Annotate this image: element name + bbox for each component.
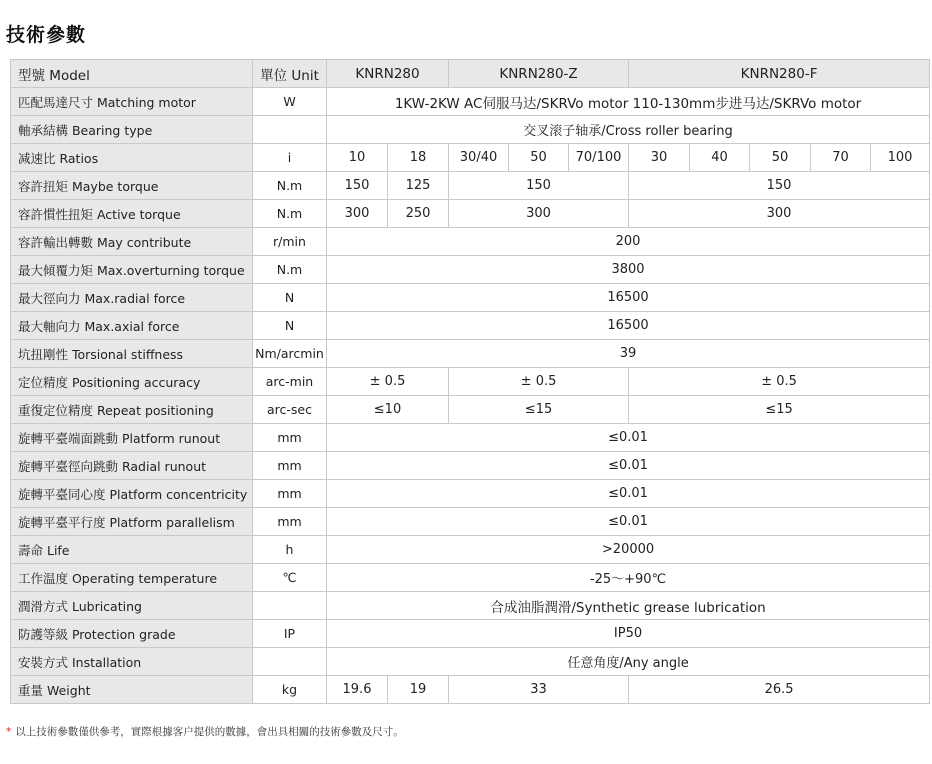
- row-label: 匹配馬達尺寸 Matching motor: [11, 88, 253, 116]
- cell-value: 10: [327, 144, 388, 172]
- model-knrn280-z: KNRN280-Z: [449, 60, 629, 88]
- row-unit: arc-min: [253, 368, 327, 396]
- cell-value: ± 0.5: [327, 368, 449, 396]
- header-label: 型號 Model: [11, 60, 253, 88]
- cell-value: ≤15: [629, 396, 930, 424]
- cell-value: 150: [327, 172, 388, 200]
- table-row: [11, 368, 930, 396]
- table-row: [11, 508, 930, 536]
- row-unit: Nm/arcmin: [253, 340, 327, 368]
- row-unit: arc-sec: [253, 396, 327, 424]
- table-row: [11, 340, 930, 368]
- cell-value: 50: [750, 144, 811, 172]
- table-row: [11, 256, 930, 284]
- row-label: 容許輸出轉數 May contribute: [11, 228, 253, 256]
- cell-value: ≤0.01: [327, 424, 930, 452]
- table-row: [11, 144, 930, 172]
- row-unit: h: [253, 536, 327, 564]
- row-label: 重量 Weight: [11, 676, 253, 704]
- cell-value: >20000: [327, 536, 930, 564]
- row-label: 最大徑向力 Max.radial force: [11, 284, 253, 312]
- row-unit: [253, 648, 327, 676]
- table-row: [11, 620, 930, 648]
- cell-value: 33: [449, 676, 629, 704]
- footnote: [6, 724, 404, 739]
- cell-value: 19: [388, 676, 449, 704]
- table-row: [11, 676, 930, 704]
- cell-value: 任意角度/Any angle: [327, 648, 930, 676]
- cell-value: 150: [629, 172, 930, 200]
- cell-value: 100: [871, 144, 930, 172]
- table-row: [11, 88, 930, 116]
- cell-value: ≤0.01: [327, 508, 930, 536]
- cell-value: 70: [811, 144, 871, 172]
- cell-value: 200: [327, 228, 930, 256]
- model-knrn280-f: KNRN280-F: [629, 60, 930, 88]
- table-row: [11, 284, 930, 312]
- cell-value: 1KW-2KW AC伺服马达/SKRVo motor 110-130mm步进马达/SKRVo motor: [327, 88, 930, 116]
- table-row: [11, 480, 930, 508]
- cell-value: 交叉滚子轴承/Cross roller bearing: [327, 116, 930, 144]
- table-row: [11, 424, 930, 452]
- row-unit: [253, 592, 327, 620]
- row-unit: N.m: [253, 256, 327, 284]
- cell-value: 30: [629, 144, 690, 172]
- row-unit: mm: [253, 452, 327, 480]
- cell-value: 300: [449, 200, 629, 228]
- cell-value: 16500: [327, 312, 930, 340]
- row-unit: [253, 116, 327, 144]
- row-unit: mm: [253, 480, 327, 508]
- model-knrn280: KNRN280: [327, 60, 449, 88]
- row-unit: N: [253, 284, 327, 312]
- row-label: 定位精度 Positioning accuracy: [11, 368, 253, 396]
- row-label: 坑扭剛性 Torsional stiffness: [11, 340, 253, 368]
- cell-value: 40: [690, 144, 750, 172]
- spec-table: [10, 59, 930, 704]
- table-row: [11, 396, 930, 424]
- row-unit: r/min: [253, 228, 327, 256]
- table-row: [11, 648, 930, 676]
- row-label: 旋轉平臺端面跳動 Platform runout: [11, 424, 253, 452]
- row-unit: ℃: [253, 564, 327, 592]
- cell-value: 125: [388, 172, 449, 200]
- cell-value: 合成油脂潤滑/Synthetic grease lubrication: [327, 592, 930, 620]
- cell-value: 26.5: [629, 676, 930, 704]
- row-label: 防護等級 Protection grade: [11, 620, 253, 648]
- page-title: 技術參數: [6, 24, 87, 46]
- table-row: [11, 536, 930, 564]
- row-label: 重復定位精度 Repeat positioning: [11, 396, 253, 424]
- footnote-star: *: [6, 726, 12, 738]
- row-label: 容許慣性扭矩 Active torque: [11, 200, 253, 228]
- cell-value: 50: [509, 144, 569, 172]
- cell-value: 18: [388, 144, 449, 172]
- footnote-text: 以上技術參數僅供參考，實際根據客户提供的數據，會出具相關的技術參數及尺寸。: [15, 726, 404, 738]
- row-label: 軸承結構 Bearing type: [11, 116, 253, 144]
- table-row: [11, 312, 930, 340]
- cell-value: 150: [449, 172, 629, 200]
- header-unit: 單位 Unit: [253, 60, 327, 88]
- table-row: [11, 564, 930, 592]
- cell-value: IP50: [327, 620, 930, 648]
- row-label: 容許扭矩 Maybe torque: [11, 172, 253, 200]
- cell-value: 30/40: [449, 144, 509, 172]
- cell-value: 300: [327, 200, 388, 228]
- cell-value: 250: [388, 200, 449, 228]
- table-row: [11, 228, 930, 256]
- cell-value: -25～+90℃: [327, 564, 930, 592]
- cell-value: ≤15: [449, 396, 629, 424]
- table-row: [11, 200, 930, 228]
- cell-value: ± 0.5: [449, 368, 629, 396]
- row-unit: mm: [253, 508, 327, 536]
- cell-value: 16500: [327, 284, 930, 312]
- row-label: 旋轉平臺徑向跳動 Radial runout: [11, 452, 253, 480]
- cell-value: 19.6: [327, 676, 388, 704]
- table-row: [11, 116, 930, 144]
- row-unit: W: [253, 88, 327, 116]
- row-unit: mm: [253, 424, 327, 452]
- cell-value: ≤0.01: [327, 452, 930, 480]
- row-label: 旋轉平臺平行度 Platform parallelism: [11, 508, 253, 536]
- row-label: 最大軸向力 Max.axial force: [11, 312, 253, 340]
- row-unit: N.m: [253, 200, 327, 228]
- table-row: [11, 172, 930, 200]
- cell-value: 70/100: [569, 144, 629, 172]
- cell-value: 3800: [327, 256, 930, 284]
- row-unit: N.m: [253, 172, 327, 200]
- header-row: [11, 60, 930, 88]
- cell-value: ≤10: [327, 396, 449, 424]
- row-unit: i: [253, 144, 327, 172]
- row-label: 安裝方式 Installation: [11, 648, 253, 676]
- cell-value: ≤0.01: [327, 480, 930, 508]
- row-label: 最大傾覆力矩 Max.overturning torque: [11, 256, 253, 284]
- row-label: 减速比 Ratios: [11, 144, 253, 172]
- row-label: 潤滑方式 Lubricating: [11, 592, 253, 620]
- table-row: [11, 452, 930, 480]
- row-unit: N: [253, 312, 327, 340]
- row-unit: IP: [253, 620, 327, 648]
- row-unit: kg: [253, 676, 327, 704]
- cell-value: 300: [629, 200, 930, 228]
- cell-value: 39: [327, 340, 930, 368]
- cell-value: ± 0.5: [629, 368, 930, 396]
- row-label: 旋轉平臺同心度 Platform concentricity: [11, 480, 253, 508]
- row-label: 工作温度 Operating temperature: [11, 564, 253, 592]
- table-row: [11, 592, 930, 620]
- row-label: 壽命 Life: [11, 536, 253, 564]
